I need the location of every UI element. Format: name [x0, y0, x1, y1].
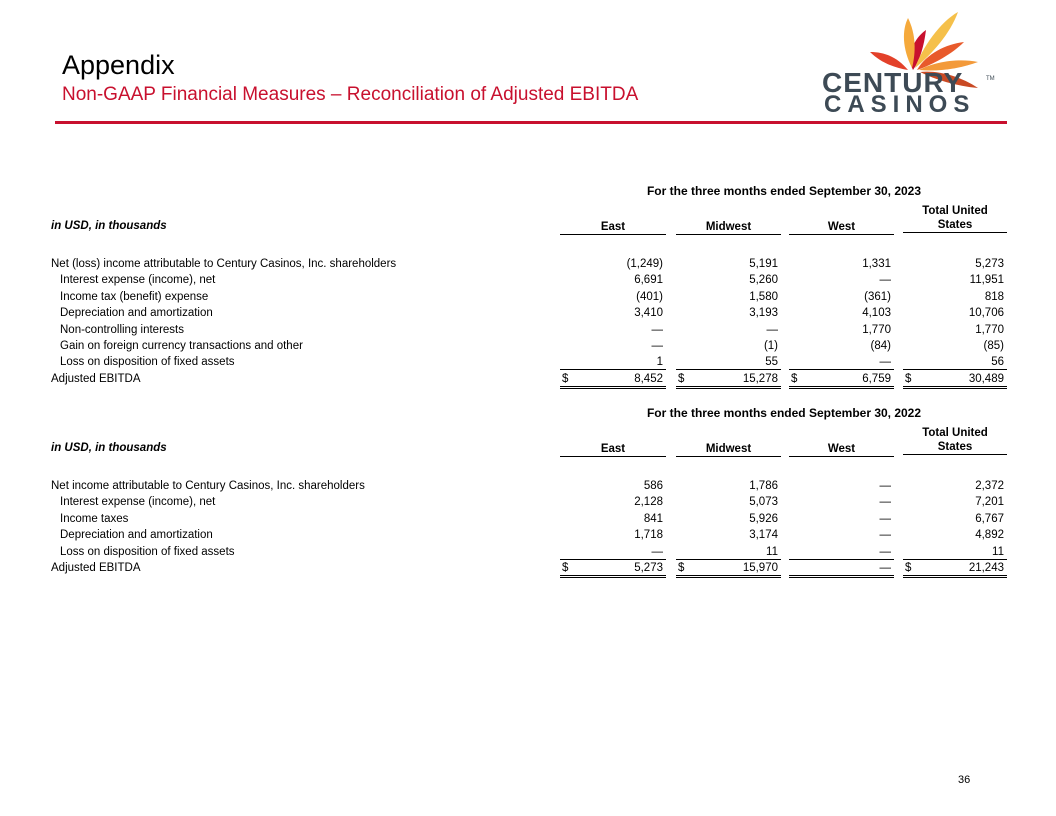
- cell-total: [903, 354, 1007, 370]
- cell-value: 1: [656, 356, 663, 369]
- cell-total: [903, 511, 1007, 526]
- cell-value: 5,273: [634, 562, 663, 574]
- cell-value: 5,073: [749, 496, 778, 509]
- cell-value: —: [651, 340, 663, 352]
- table-row: [51, 289, 1007, 305]
- cell-east: [560, 494, 666, 509]
- cell-value: 56: [991, 356, 1004, 369]
- cell-west: [789, 544, 894, 560]
- cell-total: [903, 338, 1007, 353]
- cell-value: (401): [636, 290, 663, 303]
- cell-value: (1,249): [626, 258, 663, 270]
- table-row: [51, 478, 1007, 494]
- currency-symbol: $: [562, 372, 569, 385]
- cell-midwest: [676, 371, 781, 389]
- cell-west: [789, 511, 894, 526]
- table-row: [51, 511, 1007, 527]
- cell-total: [903, 494, 1007, 509]
- cell-west: [789, 560, 894, 578]
- cell-value: 1,770: [975, 323, 1004, 336]
- cell-value: —: [766, 323, 778, 336]
- cell-value: 55: [765, 356, 778, 369]
- cell-midwest: [676, 289, 781, 304]
- cell-midwest: [676, 511, 781, 526]
- cell-east: [560, 544, 666, 560]
- cell-total: [903, 305, 1007, 320]
- cell-west: [789, 322, 894, 337]
- cell-east: [560, 511, 666, 526]
- cell-west: [789, 256, 894, 271]
- cell-west: [789, 338, 894, 353]
- cell-value: —: [879, 356, 891, 369]
- cell-value: 4,103: [862, 307, 891, 320]
- table-row: [51, 322, 1007, 338]
- cell-midwest: [676, 305, 781, 320]
- cell-value: 1,718: [634, 529, 663, 542]
- period-heading: For the three months ended September 30, 2023: [646, 184, 922, 198]
- cell-value: 15,278: [742, 372, 778, 385]
- cell-west: [789, 354, 894, 370]
- col-head-total: Total United States: [903, 426, 1007, 455]
- row-label: Loss on disposition of fixed assets: [60, 356, 235, 369]
- cell-value: —: [651, 323, 663, 336]
- table-row: [51, 544, 1007, 560]
- cell-east: [560, 354, 666, 370]
- table-row: [51, 354, 1007, 370]
- cell-value: —: [651, 545, 663, 558]
- cell-west: [789, 494, 894, 509]
- col-head-east: East: [560, 220, 666, 235]
- cell-value: 11,951: [969, 274, 1004, 287]
- cell-east: [560, 289, 666, 304]
- units-label: in USD, in thousands: [51, 442, 167, 454]
- row-label: Non-controlling interests: [60, 323, 185, 336]
- row-label: Interest expense (income), net: [60, 274, 216, 287]
- cell-midwest: [676, 354, 781, 370]
- row-label: Net (loss) income attributable to Century Casinos, Inc. shareholders: [51, 258, 397, 270]
- cell-value: 2,372: [975, 480, 1004, 492]
- cell-value: —: [879, 529, 891, 542]
- cell-value: —: [879, 480, 891, 492]
- currency-symbol: $: [678, 372, 685, 385]
- currency-symbol: $: [905, 372, 912, 385]
- row-label: Gain on foreign currency transactions and other: [60, 340, 303, 352]
- cell-value: 21,243: [968, 562, 1004, 574]
- cell-value: 586: [643, 480, 663, 492]
- cell-west: [789, 478, 894, 493]
- cell-total: [903, 322, 1007, 337]
- col-head-midwest: Midwest: [676, 442, 781, 457]
- col-head-west: West: [789, 442, 894, 457]
- col-head-total: Total United States: [903, 204, 1007, 233]
- table-row: [51, 256, 1007, 272]
- units-label: in USD, in thousands: [51, 220, 167, 232]
- cell-midwest: [676, 494, 781, 509]
- cell-east: [560, 527, 666, 542]
- table-row: [51, 338, 1007, 354]
- table-row: [51, 371, 1007, 387]
- cell-value: 818: [984, 290, 1004, 303]
- cell-value: 6,691: [634, 274, 663, 287]
- row-label: Income tax (benefit) expense: [60, 290, 209, 303]
- cell-value: —: [879, 496, 891, 509]
- cell-east: [560, 371, 666, 389]
- cell-east: [560, 478, 666, 493]
- page-title: Appendix: [62, 50, 175, 80]
- cell-value: 841: [643, 512, 663, 525]
- currency-symbol: $: [678, 562, 685, 574]
- period-heading: For the three months ended September 30, 2022: [646, 406, 922, 420]
- cell-total: [903, 289, 1007, 304]
- row-label: Adjusted EBITDA: [51, 562, 141, 574]
- row-label: Adjusted EBITDA: [51, 372, 141, 385]
- cell-total: [903, 371, 1007, 389]
- cell-total: [903, 478, 1007, 493]
- cell-value: 3,193: [749, 307, 778, 320]
- table-row: [51, 527, 1007, 543]
- cell-value: 1,770: [862, 323, 891, 336]
- cell-west: [789, 272, 894, 287]
- cell-value: 1,331: [862, 258, 891, 270]
- cell-value: 6,759: [862, 372, 891, 385]
- century-casinos-logo: [818, 8, 998, 116]
- cell-east: [560, 560, 666, 578]
- cell-value: 1,786: [749, 480, 778, 492]
- cell-value: 4,892: [975, 529, 1004, 542]
- table-row: [51, 305, 1007, 321]
- row-label: Net income attributable to Century Casinos, Inc. shareholders: [51, 480, 365, 492]
- table-row: [51, 494, 1007, 510]
- cell-value: 7,201: [975, 496, 1004, 509]
- cell-value: —: [879, 562, 891, 574]
- cell-value: (1): [763, 340, 778, 352]
- cell-midwest: [676, 338, 781, 353]
- cell-value: 3,410: [634, 307, 663, 320]
- cell-east: [560, 272, 666, 287]
- cell-midwest: [676, 256, 781, 271]
- cell-west: [789, 289, 894, 304]
- cell-value: 11: [766, 545, 778, 558]
- cell-east: [560, 338, 666, 353]
- cell-east: [560, 256, 666, 271]
- col-head-midwest: Midwest: [676, 220, 781, 235]
- row-label: Depreciation and amortization: [60, 529, 213, 542]
- page-subtitle: Non-GAAP Financial Measures – Reconciliation of Adjusted EBITDA: [62, 84, 639, 105]
- cell-value: 5,926: [749, 512, 778, 525]
- cell-total: [903, 527, 1007, 542]
- cell-value: 8,452: [634, 372, 663, 385]
- cell-total: [903, 560, 1007, 578]
- cell-midwest: [676, 527, 781, 542]
- cell-east: [560, 322, 666, 337]
- cell-east: [560, 305, 666, 320]
- cell-total: [903, 272, 1007, 287]
- cell-value: 15,970: [742, 562, 778, 574]
- cell-total: [903, 544, 1007, 560]
- title-divider: [55, 121, 1007, 124]
- cell-value: 1,580: [749, 290, 778, 303]
- cell-total: [903, 256, 1007, 271]
- cell-value: 30,489: [968, 372, 1004, 385]
- cell-value: 11: [992, 545, 1004, 558]
- logo-wordmark-top: CENTURY: [822, 67, 964, 98]
- cell-value: 2,128: [634, 496, 663, 509]
- cell-value: (361): [864, 290, 891, 303]
- logo-wordmark-bottom: CASINOS: [824, 91, 976, 116]
- cell-value: 10,706: [968, 307, 1004, 320]
- cell-value: 5,191: [749, 258, 778, 270]
- cell-midwest: [676, 478, 781, 493]
- cell-value: —: [879, 512, 891, 525]
- cell-value: 5,273: [975, 258, 1004, 270]
- col-head-east: East: [560, 442, 666, 457]
- cell-west: [789, 527, 894, 542]
- cell-value: 5,260: [749, 274, 778, 287]
- currency-symbol: $: [562, 562, 569, 574]
- cell-midwest: [676, 322, 781, 337]
- col-head-west: West: [789, 220, 894, 235]
- cell-west: [789, 371, 894, 389]
- cell-value: 3,174: [749, 529, 778, 542]
- table-row: [51, 560, 1007, 576]
- row-label: Loss on disposition of fixed assets: [60, 545, 235, 558]
- currency-symbol: $: [905, 562, 912, 574]
- cell-value: (84): [870, 340, 891, 352]
- cell-value: —: [879, 274, 891, 287]
- cell-value: (85): [983, 340, 1004, 352]
- logo-trademark: TM: [986, 76, 995, 82]
- row-label: Depreciation and amortization: [60, 307, 213, 320]
- cell-midwest: [676, 560, 781, 578]
- page-number: 36: [958, 774, 971, 786]
- row-label: Income taxes: [60, 512, 129, 525]
- row-label: Interest expense (income), net: [60, 496, 216, 509]
- cell-midwest: [676, 544, 781, 560]
- cell-west: [789, 305, 894, 320]
- currency-symbol: $: [791, 372, 798, 385]
- cell-value: 6,767: [975, 512, 1004, 525]
- cell-midwest: [676, 272, 781, 287]
- table-row: [51, 272, 1007, 288]
- cell-value: —: [879, 545, 891, 558]
